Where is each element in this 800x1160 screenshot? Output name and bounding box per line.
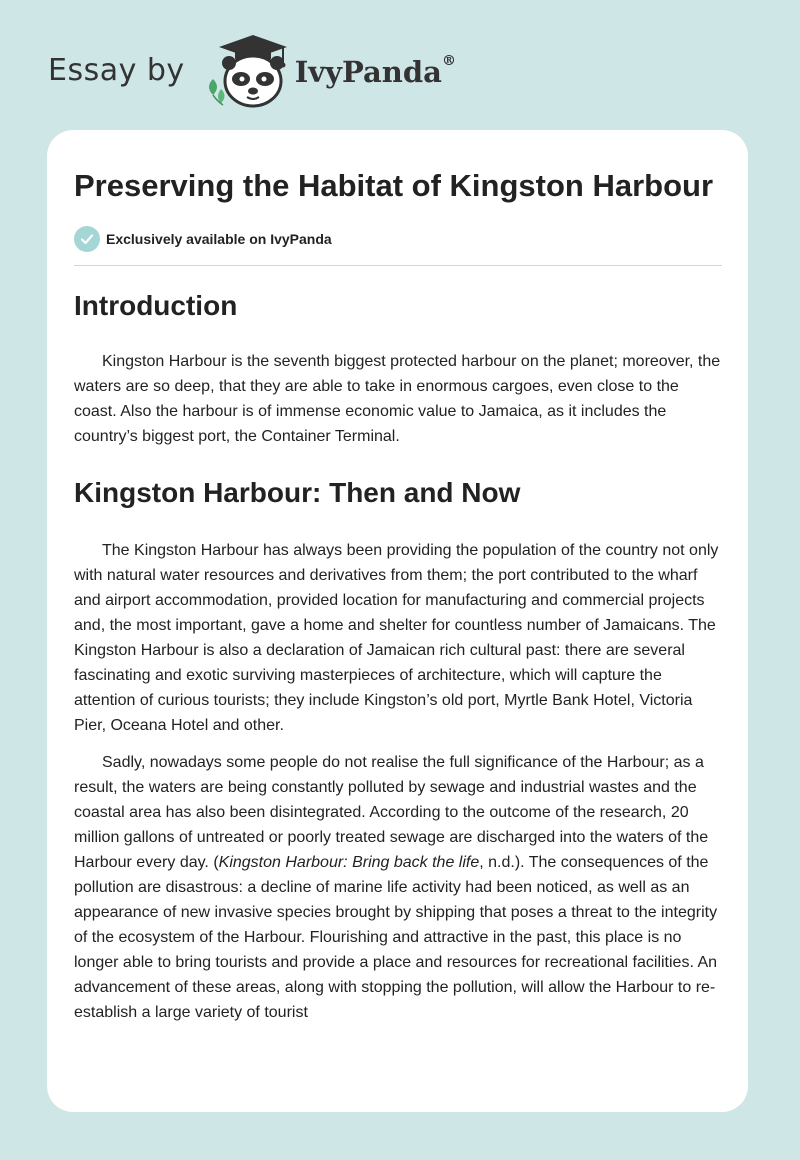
paragraph-then-and-now-1: The Kingston Harbour has always been providing the population of the country not only with natural water resources and derivatives from them; the port contributed to the wharf and airport accommodation, provided location for manufacturing and commercial projects and, the most important, gave a home and shelter for countless number of Jamaicans. The Kingston Harbour is also a declaration of Jamaican rich cultural past: there are several fascinating and exotic surviving masterpieces of architecture, which will capture the attention of curious tourists; they include Kingston’s old port, Myrtle Bank Hotel, Victoria Pier, Oceana Hotel and other. — [74, 542, 719, 734]
section-heading-introduction: Introduction — [74, 290, 238, 321]
check-icon — [74, 226, 100, 252]
paragraph-then-and-now-2: Sadly, nowadays some people do not realise the full significance of the Harbour; as a result, the waters are being constantly polluted by sewage and industrial wastes and the coastal area has also been disintegrated. According to the outcome of the research, 20 million gallons of untreated or poorly treated sewage are discharged into the waters of the Harbour every day. (Kingston Harbour: Bring back the life, n.d.). The consequences of the pollution are disastrous: a decline of marine life activity had been noticed, as well as an appearance of new invasive species brought by shipping that poses a threat to the integrity of the ecosystem of the Harbour. Flourishing and attractive in the past, this place is no longer able to bring tourists and provide a place and resources for recreational facilities. An advancement of these areas, along with stopping the pollution, will allow the Harbour to re-establish a large variety of tourist — [74, 754, 718, 1021]
essay-card — [47, 130, 748, 1112]
section-heading-then-and-now: Kingston Harbour: Then and Now — [74, 477, 521, 508]
essay-content — [74, 130, 722, 1025]
exclusive-badge-text: Exclusively available on IvyPanda — [106, 231, 332, 247]
brand-name: IvyPanda® — [294, 53, 456, 89]
divider — [74, 265, 722, 266]
exclusive-badge — [74, 225, 722, 253]
registered-mark: ® — [441, 53, 456, 69]
site-header — [48, 30, 508, 110]
essay-by-label: Essay by — [48, 52, 185, 88]
panda-graduate-icon — [201, 31, 291, 109]
essay-title: Preserving the Habitat of Kingston Harbour — [74, 168, 714, 203]
ivypanda-logo[interactable] — [201, 31, 456, 109]
paragraph-introduction: Kingston Harbour is the seventh biggest protected harbour on the planet; moreover, the waters are so deep, that they are able to take in enormous cargoes, even close to the coast. Also the harbour is of immense economic value to Jamaica, as it includes the country’s biggest port, the Container Terminal. — [74, 353, 721, 445]
citation-title: Kingston Harbour: Bring back the life — [218, 854, 480, 871]
